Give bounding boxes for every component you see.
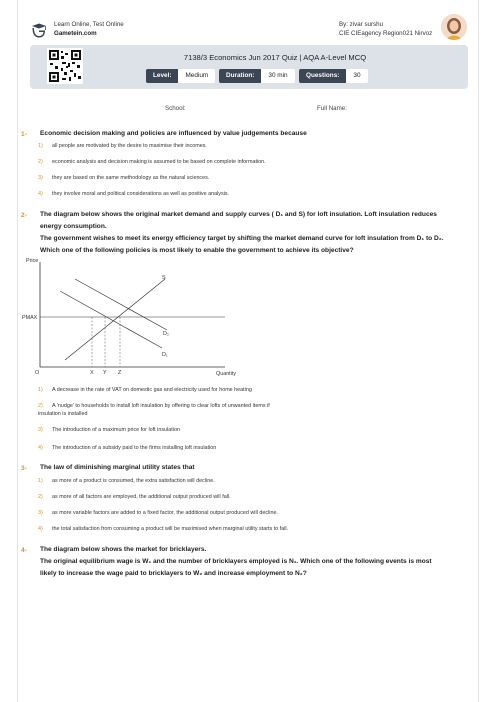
demand-curve-d2 [75,279,167,330]
option-number: 3) [38,427,43,433]
option-text-continuation[interactable]: insulation is installed [38,411,88,417]
avatar [441,14,467,40]
level-value: Medium [178,69,215,83]
avatar-portrait-icon [441,14,467,40]
question-text-line: energy consumption. [40,223,107,230]
author-affiliation: CIE CIEagency Region021 Nirvoz [339,30,433,37]
y-axis-label: Price [26,258,39,264]
full-name-field-label: Full Name: [317,105,347,112]
pmax-label: PMAX [22,315,38,321]
option-number: 4) [38,445,43,451]
option-text[interactable]: A decrease in the rate of VAT on domestic gas and electricity used for home heating [52,387,252,393]
option-text[interactable]: they are based on the same methodology as the natural sciences. [52,175,210,181]
tick-z: Z [118,370,122,376]
brand-site[interactable]: Gametein.com [54,30,97,37]
option-number: 4) [38,526,43,532]
option-number: 3) [38,175,43,181]
supply-demand-diagram [20,257,250,377]
question-text: The law of diminishing marginal utility states that [40,464,195,471]
option-number: 2) [38,494,43,500]
option-number: 3) [38,510,43,516]
gametein-logo-icon [30,23,48,38]
author-name: By: zivar surshu [339,21,384,28]
option-number: 1) [38,143,43,149]
questions-label: Questions: [299,69,346,83]
question-text-line: The diagram below shows the original market demand and supply curves ( D₁ and S) for loft insulation. Loft insulation reduces [40,211,437,218]
question-text-line: Which one of the following policies is most likely to enable the government to achieve its objective? [40,247,354,254]
demand2-label: D₂ [163,331,169,337]
tick-x: X [90,370,94,376]
option-number: 2) [38,403,43,409]
option-number: 1) [38,478,43,484]
school-field-label: School: [165,105,186,112]
question-text-line: The diagram below shows the market for bricklayers. [40,546,207,553]
duration-label: Duration: [219,69,261,83]
questions-value: 30 [346,69,367,83]
question-number: 1- [21,131,27,138]
duration-pill [219,69,295,83]
option-text[interactable]: they involve moral and political considerations as well as positive analysis. [52,191,230,197]
question-text: Economic decision making and policies are influenced by value judgements because [40,130,307,137]
supply-curve [65,279,165,360]
level-label: Level: [146,69,178,83]
question-number: 3- [21,465,27,472]
option-text[interactable]: the total satisfaction from consuming a product will be maximised when marginal utility starts to fall. [52,526,289,532]
option-text[interactable]: all people are motivated by the desire to maximise their incomes. [52,143,207,149]
questions-pill [299,69,368,83]
option-number: 1) [38,387,43,393]
option-text[interactable]: as more variable factors are added to a fixed factor, the additional output produced will decline. [52,510,278,516]
question-text-line: The original equilibrium wage is W₁ and the number of bricklayers employed is N₁. Which one of the following events is most [40,558,432,565]
level-pill [146,69,215,83]
quiz-title: 7138/3 Economics Jun 2017 Quiz | AQA A-Level MCQ [183,53,367,62]
option-text[interactable]: as more of all factors are employed, the additional output produced will fall. [52,494,231,500]
question-number: 4- [21,547,27,554]
option-number: 2) [38,159,43,165]
supply-label: S [162,275,166,281]
option-text[interactable]: The introduction of a subsidy paid to the firms installing loft insulation [52,445,217,451]
option-text[interactable]: as more of a product is consumed, the extra satisfaction will decline. [52,478,215,484]
question-text-line: likely to increase the wage paid to bricklayers to W₂ and increase employment to N₂? [40,570,307,577]
origin-label: O [35,370,40,376]
x-axis-label: Quantity [216,371,237,377]
option-number: 4) [38,191,43,197]
demand-curve-d1 [60,291,162,348]
demand1-label: D₁ [162,352,168,358]
option-text[interactable]: The introduction of a maximum price for loft insulation [52,427,180,433]
option-text[interactable]: economic analysis and decision making is assumed to be based on complete information. [52,159,266,165]
option-text[interactable]: A 'nudge' to households to install loft insulation by offering to clear lofts of unwanted items if [52,403,270,409]
quiz-banner [30,45,468,89]
question-text-line: The government wishes to meet its energy efficiency target by shifting the market demand curve for loft insulation from D₁ to D₂. [40,235,444,242]
duration-value: 30 min [261,69,294,83]
question-number: 2- [21,212,27,219]
tick-y: Y [103,370,107,376]
brand-tagline: Learn Online, Test Online [54,21,124,28]
qr-code-icon[interactable] [47,48,83,84]
